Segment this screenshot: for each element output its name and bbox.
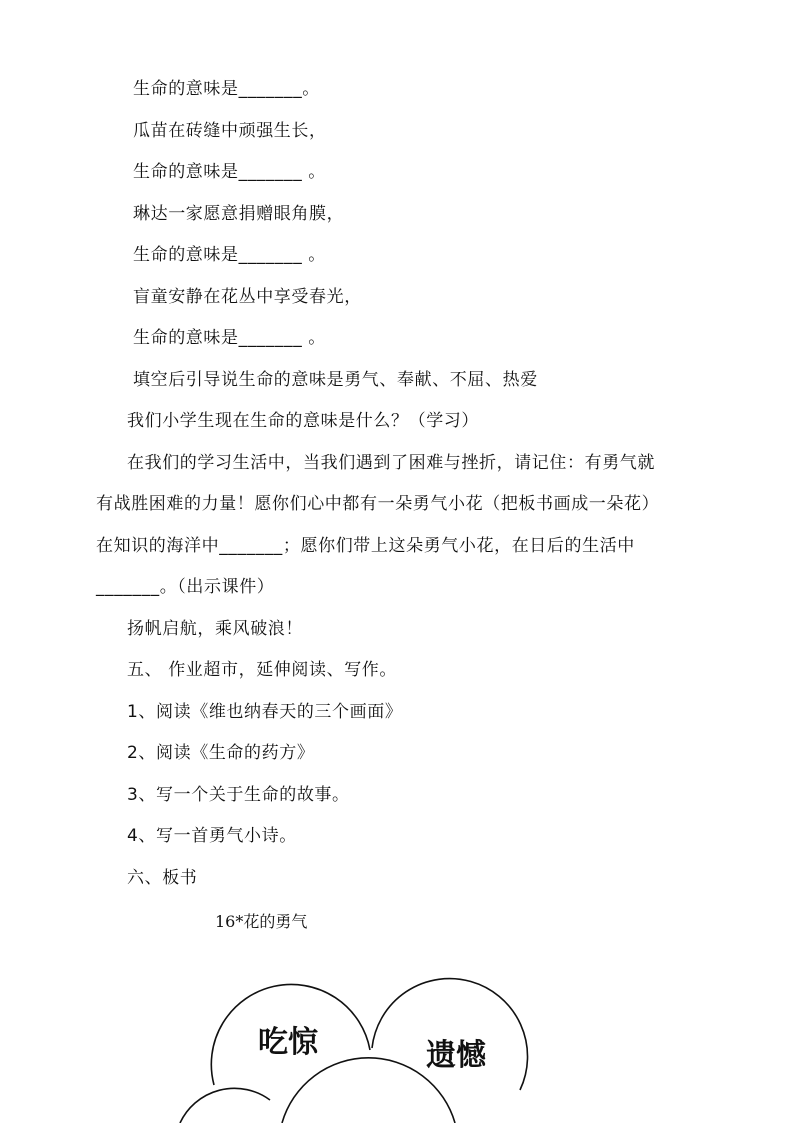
flower-diagram [0, 940, 794, 1123]
text-line-10: 在我们的学习生活中，当我们遇到了困难与挫折，请记住：有勇气就 [127, 453, 655, 473]
text-line-8: 填空后引导说生命的意味是勇气、奉献、不屈、热爱 [133, 370, 538, 390]
petal-bottom-left-circle [180, 1088, 270, 1123]
text-line-2: 瓜苗在砖缝中顽强生长， [133, 121, 327, 141]
text-line-6: 盲童安静在花丛中享受春光， [133, 287, 362, 307]
text-line-9: 我们小学生现在生命的意味是什么？（学习） [127, 411, 479, 431]
petal-right-circle [372, 979, 528, 1090]
text-line-15: 五、 作业超市，延伸阅读、写作。 [127, 660, 398, 680]
text-line-20: 六、板书 [127, 868, 198, 888]
text-line-17: 2、阅读《生命的药方》 [127, 743, 315, 763]
text-line-16: 1、阅读《维也纳春天的三个画面》 [127, 702, 403, 722]
text-line-11: 有战胜困难的力量！愿你们心中都有一朵勇气小花（把板书画成一朵花） [96, 494, 660, 514]
text-line-5: 生命的意味是_______ 。 [133, 245, 326, 265]
text-line-13: _______。（出示课件） [96, 577, 275, 597]
text-line-18: 3、写一个关于生命的故事。 [127, 785, 350, 805]
text-line-12: 在知识的海洋中_______；愿你们带上这朵勇气小花，在日后的生活中 [96, 536, 635, 556]
text-line-4: 琳达一家愿意捐赠眼角膜， [133, 204, 345, 224]
text-line-3: 生命的意味是_______ 。 [133, 162, 326, 182]
text-line-7: 生命的意味是_______ 。 [133, 328, 326, 348]
text-line-19: 4、写一首勇气小诗。 [127, 826, 297, 846]
text-line-14: 扬帆启航，乘风破浪！ [127, 619, 303, 639]
petal-right-label: 遗憾 [426, 1038, 486, 1073]
petal-left-label: 吃惊 [258, 1025, 318, 1060]
board-title: 16*花的勇气 [215, 912, 308, 931]
text-line-1: 生命的意味是_______。 [133, 79, 320, 99]
